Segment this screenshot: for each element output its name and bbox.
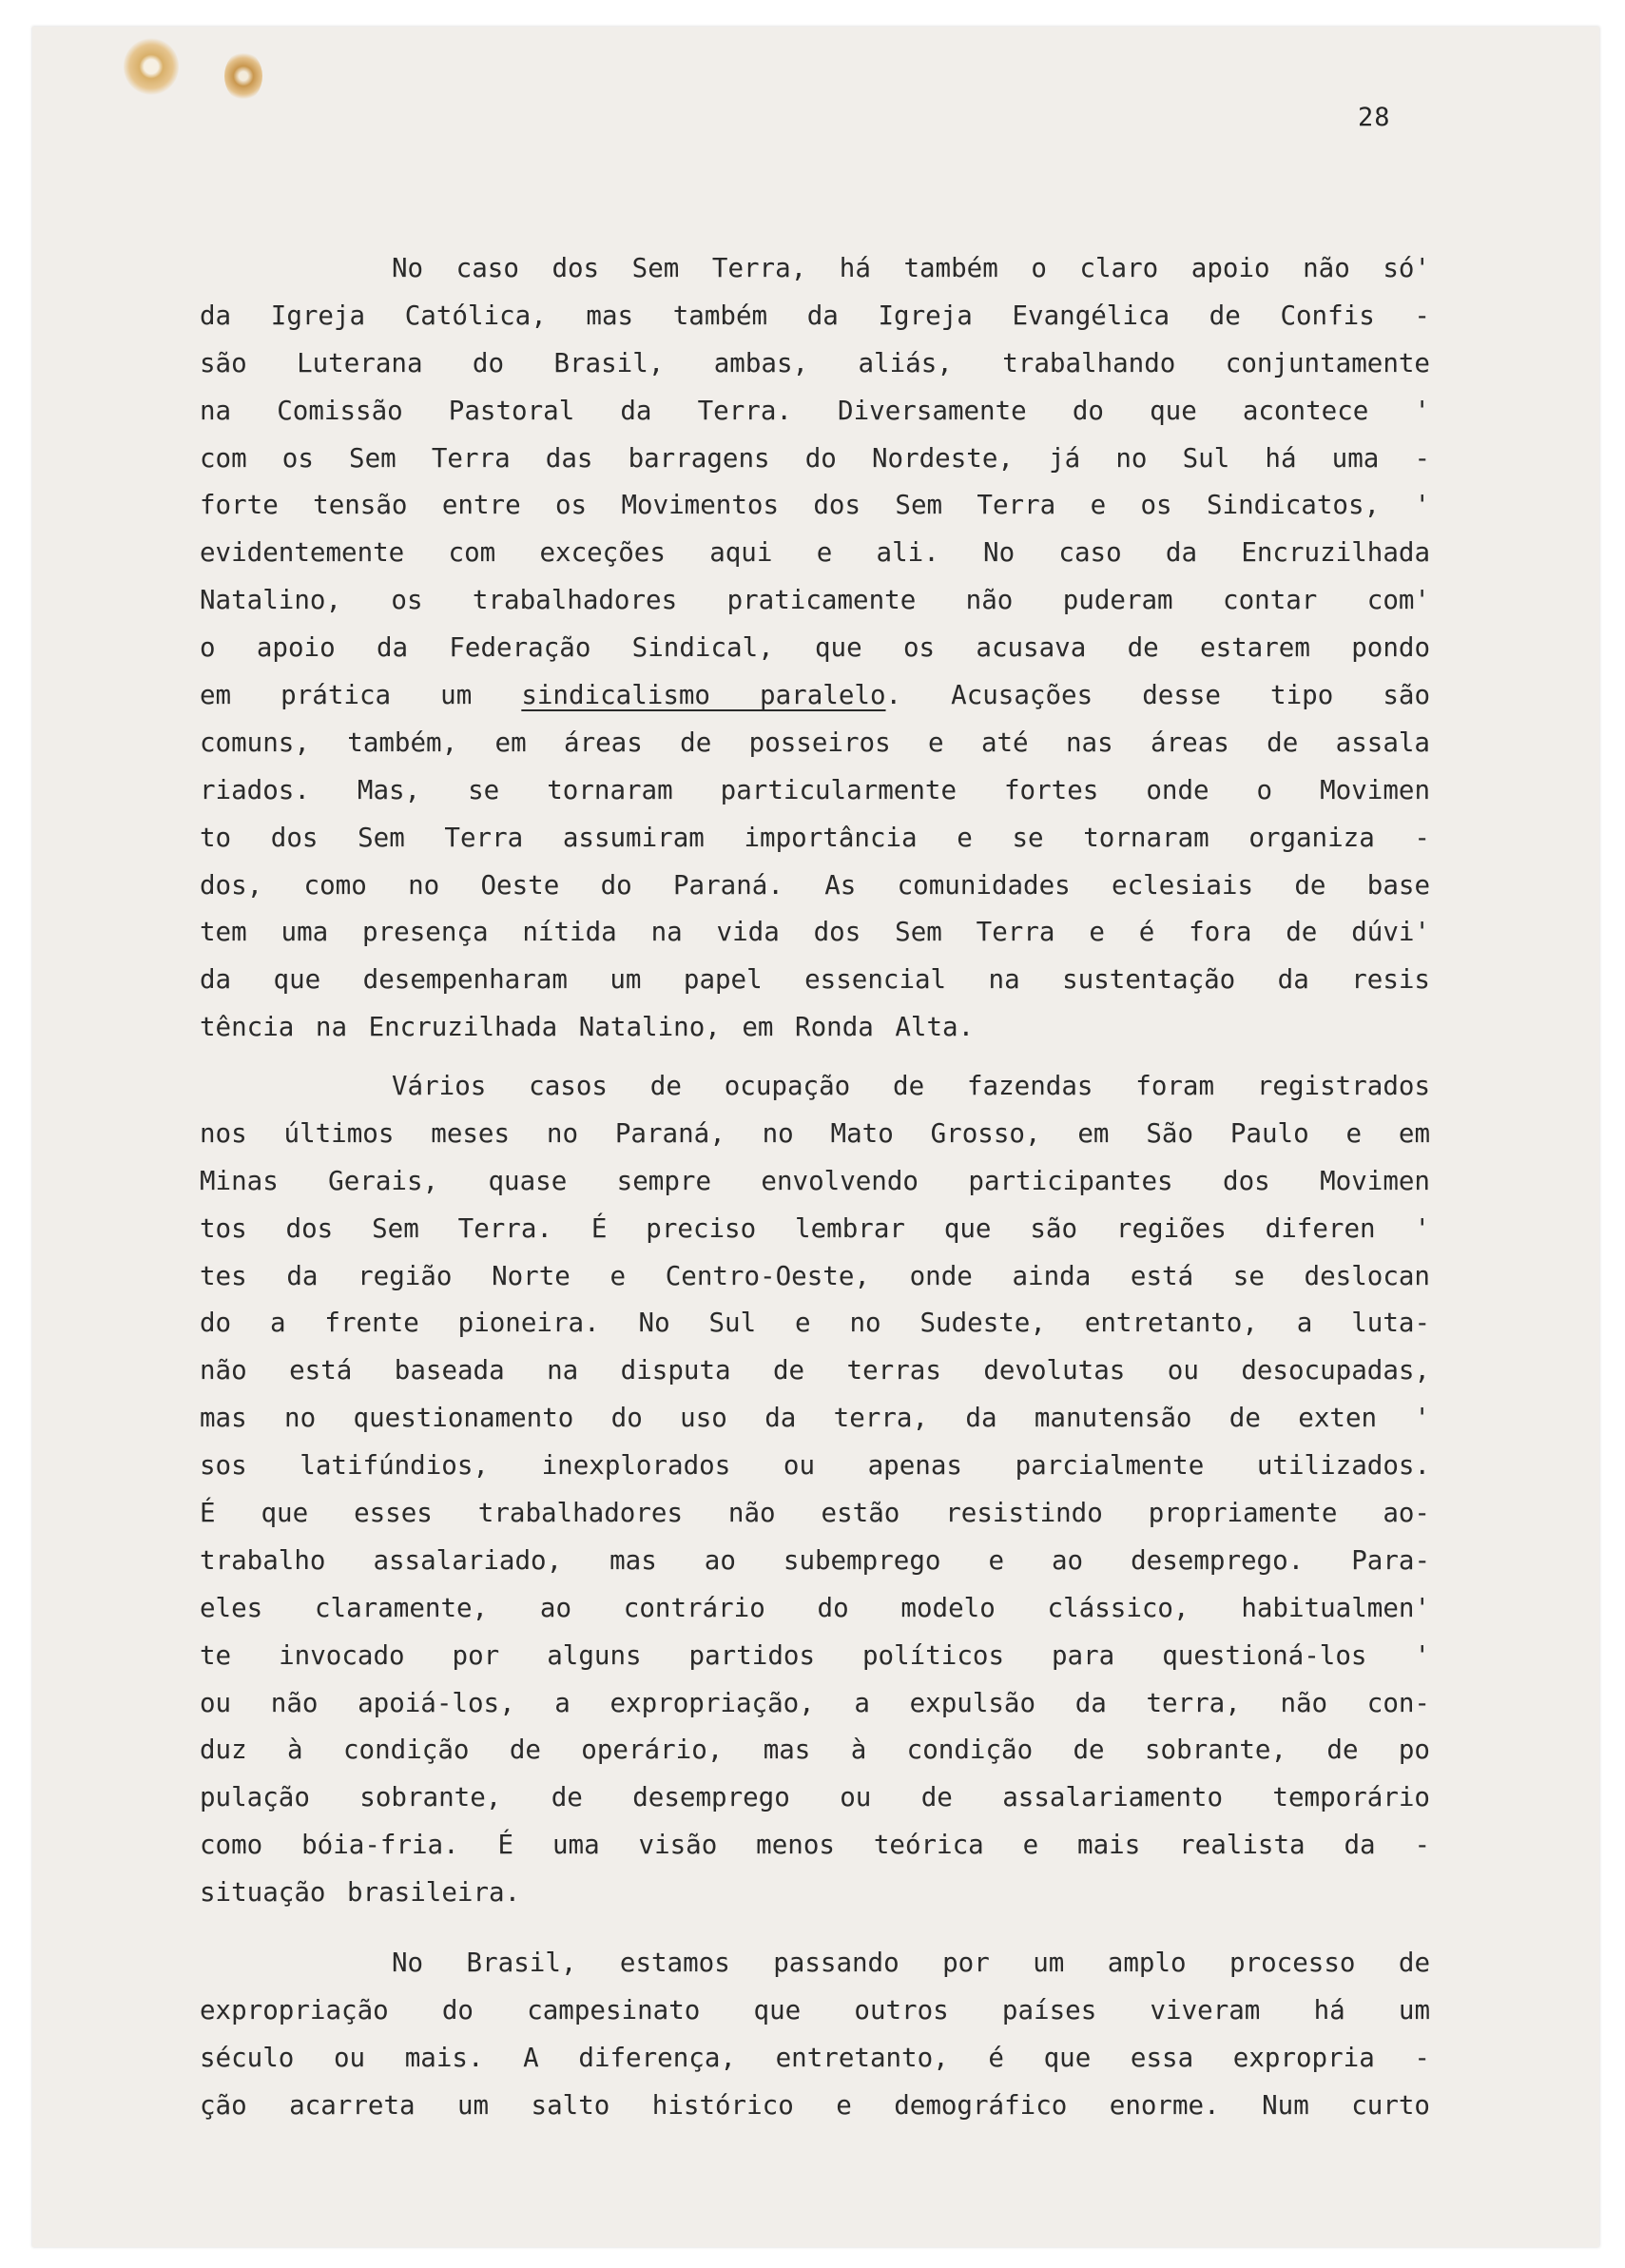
text-line: ção acarreta um salto histórico e demográfico enorme. Num curto <box>200 2089 1430 2121</box>
text-line <box>200 672 1430 720</box>
text-line: Natalino, os trabalhadores praticamente não puderam contar com' <box>200 585 1430 616</box>
page-number: 28 <box>1358 103 1391 132</box>
text-line: tos dos Sem Terra. É preciso lembrar que são regiões diferen ' <box>200 1212 1430 1244</box>
text-line: riados. Mas, se tornaram particularmente fortes onde o Movimen <box>200 774 1430 805</box>
text-line: No Brasil, estamos passando por um amplo processo de <box>392 1948 1430 1978</box>
text-line: to dos Sem Terra assumiram importância e se tornaram organiza - <box>200 822 1430 853</box>
text-line: No caso dos Sem Terra, há também o claro apoio não só' <box>392 253 1430 283</box>
text-line: o apoio da Federação Sindical, que os acusava de estarem pondo <box>200 632 1430 664</box>
text-line: te invocado por alguns partidos políticos para questioná-los ' <box>200 1639 1430 1671</box>
text-line: É que esses trabalhadores não estão resistindo propriamente ao- <box>200 1498 1430 1529</box>
text-line: mas no questionamento do uso da terra, da manutensão de exten ' <box>200 1403 1430 1434</box>
text-line: dos, como no Oeste do Paraná. As comunidades eclesiais de base <box>200 869 1430 901</box>
text-line: ou não apoiá-los, a expropriação, a expulsão da terra, não con- <box>200 1687 1430 1718</box>
text-line: na Comissão Pastoral da Terra. Diversamente do que acontece ' <box>200 395 1430 426</box>
burn-mark <box>124 38 179 95</box>
text-line: Minas Gerais, quase sempre envolvendo participantes dos Movimen <box>200 1165 1430 1196</box>
text-line: situação brasileira. <box>200 1877 521 1909</box>
text-line: com os Sem Terra das barragens do Nordeste, já no Sul há uma - <box>200 442 1430 474</box>
text-line: da Igreja Católica, mas também da Igreja Evangélica de Confis - <box>200 300 1430 331</box>
text-line: evidentemente com exceções aqui e ali. No caso da Encruzilhada <box>200 537 1430 569</box>
text-line: nos últimos meses no Paraná, no Mato Grosso, em São Paulo e em <box>200 1117 1430 1149</box>
paragraph-2 <box>200 1063 1430 1917</box>
text-line: forte tensão entre os Movimentos dos Sem Terra e os Sindicatos, ' <box>200 490 1430 521</box>
text-fragment: em prática um <box>200 680 522 711</box>
paragraph-1 <box>200 245 1430 1052</box>
text-fragment: . Acusações desse tipo são <box>885 680 1431 711</box>
text-line: expropriação do campesinato que outros países viveram há um <box>200 1994 1430 2026</box>
text-line: duz à condição de operário, mas à condição de sobrante, de po <box>200 1735 1430 1766</box>
text-line: da que desempenharam um papel essencial na sustentação da resis <box>200 964 1430 996</box>
text-line: tência na Encruzilhada Natalino, em Ronda Alta. <box>200 1012 975 1043</box>
text-line: como bóia-fria. É uma visão menos teórica e mais realista da - <box>200 1830 1430 1861</box>
text-line: sos latifúndios, inexplorados ou apenas parcialmente utilizados. <box>200 1450 1430 1482</box>
text-line: eles claramente, ao contrário do modelo clássico, habitualmen' <box>200 1592 1430 1623</box>
text-line: trabalho assalariado, mas ao subemprego e ao desemprego. Para- <box>200 1544 1430 1576</box>
text-line: tem uma presença nítida na vida dos Sem Terra e é fora de dúvi' <box>200 917 1430 948</box>
text-line: Vários casos de ocupação de fazendas foram registrados <box>392 1071 1430 1101</box>
burn-mark <box>224 51 262 101</box>
text-line: são Luterana do Brasil, ambas, aliás, trabalhando conjuntamente <box>200 347 1430 378</box>
underlined-term: sindicalismo paralelo <box>521 680 886 711</box>
text-line: do a frente pioneira. No Sul e no Sudeste, entretanto, a luta- <box>200 1308 1430 1339</box>
text-line: não está baseada na disputa de terras devolutas ou desocupadas, <box>200 1355 1430 1386</box>
text-line: tes da região Norte e Centro-Oeste, onde ainda está se deslocan <box>200 1260 1430 1291</box>
paragraph-3 <box>200 1940 1430 2130</box>
text-line: comuns, também, em áreas de posseiros e até nas áreas de assala <box>200 727 1430 758</box>
text-line: pulação sobrante, de desemprego ou de assalariamento temporário <box>200 1782 1430 1813</box>
text-line: século ou mais. A diferença, entretanto, é que essa expropria - <box>200 2042 1430 2073</box>
